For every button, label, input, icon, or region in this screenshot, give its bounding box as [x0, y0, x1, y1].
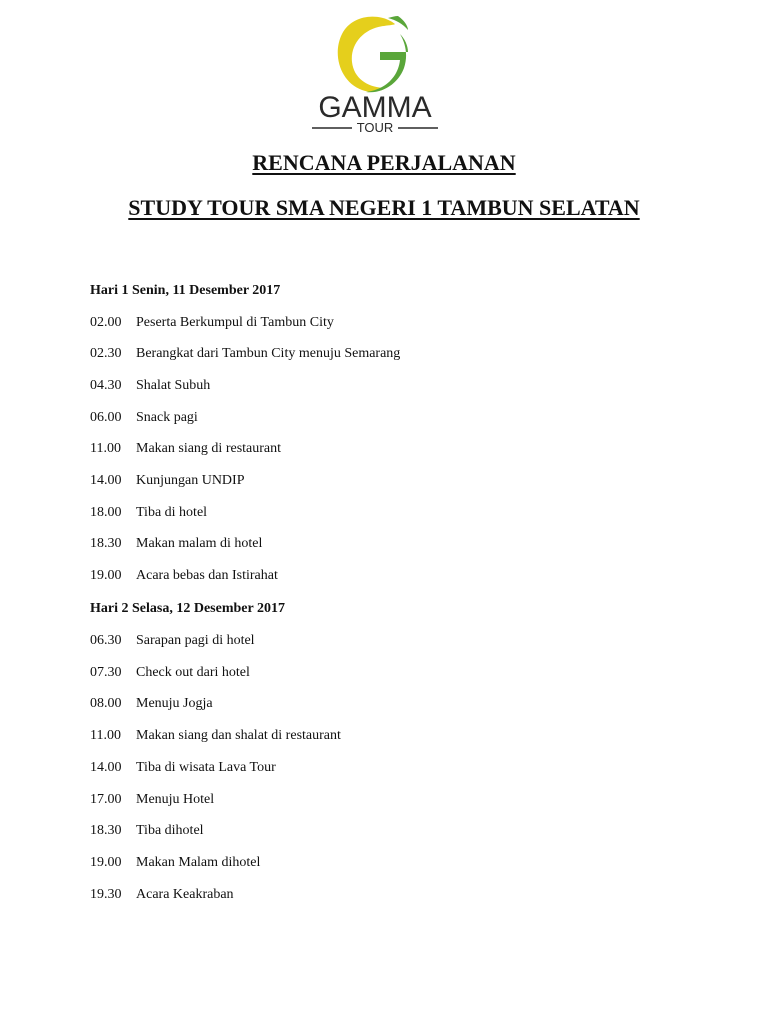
schedule-activity: Makan siang di restaurant [136, 441, 282, 456]
schedule-row [90, 536, 262, 552]
schedule-time: 18.30 [90, 823, 122, 838]
schedule-activity: Snack pagi [136, 410, 198, 425]
gamma-tour-logo [300, 10, 450, 138]
schedule-row [90, 315, 334, 331]
schedule-activity: Sarapan pagi di hotel [136, 633, 255, 648]
schedule-time: 11.00 [90, 728, 121, 743]
schedule-row [90, 792, 214, 808]
schedule-activity: Tiba di wisata Lava Tour [136, 760, 276, 775]
schedule-time: 07.30 [90, 665, 122, 680]
schedule-time: 19.00 [90, 568, 122, 583]
schedule-time: 18.00 [90, 505, 122, 520]
schedule-time: 14.00 [90, 760, 122, 775]
schedule-row [90, 823, 204, 839]
schedule-row [90, 505, 207, 521]
schedule-row [90, 346, 400, 362]
schedule-activity: Shalat Subuh [136, 378, 211, 393]
schedule-activity: Tiba dihotel [136, 823, 204, 838]
schedule-row [90, 410, 198, 426]
schedule-time: 06.30 [90, 633, 122, 648]
schedule-activity: Menuju Hotel [136, 792, 215, 807]
logo-brand-text: GAMMA [318, 91, 432, 124]
schedule-activity: Kunjungan UNDIP [136, 473, 245, 488]
schedule-row [90, 378, 210, 394]
schedule-activity: Check out dari hotel [136, 665, 250, 680]
schedule-time: 14.00 [90, 473, 122, 488]
schedule-row [90, 665, 250, 681]
schedule-activity: Berangkat dari Tambun City menuju Semarang [136, 346, 401, 361]
schedule-row [90, 473, 245, 489]
schedule-time: 08.00 [90, 696, 122, 711]
schedule-activity: Menuju Jogja [136, 696, 213, 711]
schedule-activity: Acara Keakraban [136, 887, 234, 902]
schedule-activity: Makan siang dan shalat di restaurant [136, 728, 341, 743]
schedule-time: 11.00 [90, 441, 121, 456]
schedule-row [90, 728, 341, 744]
schedule-time: 18.30 [90, 536, 122, 551]
document-subtitle: STUDY TOUR SMA NEGERI 1 TAMBUN SELATAN [128, 195, 640, 220]
schedule-time: 02.30 [90, 346, 122, 361]
schedule-activity: Acara bebas dan Istirahat [136, 568, 278, 583]
day-heading: Hari 2 Selasa, 12 Desember 2017 [90, 601, 285, 616]
schedule-activity: Makan Malam dihotel [136, 855, 261, 870]
logo-green-arc [366, 34, 408, 92]
schedule-activity: Peserta Berkumpul di Tambun City [136, 315, 334, 330]
day-heading: Hari 1 Senin, 11 Desember 2017 [90, 283, 281, 298]
schedule-row [90, 696, 213, 712]
schedule-time: 19.30 [90, 887, 122, 902]
schedule-activity: Tiba di hotel [136, 505, 208, 520]
schedule-time: 19.00 [90, 855, 122, 870]
schedule-row [90, 568, 278, 584]
schedule-row [90, 855, 260, 871]
schedule-time: 06.00 [90, 410, 122, 425]
document-title: RENCANA PERJALANAN [252, 150, 516, 175]
schedule-time: 17.00 [90, 792, 122, 807]
schedule-row [90, 441, 281, 457]
schedule-row [90, 887, 234, 903]
schedule-row [90, 633, 255, 649]
schedule-time: 04.30 [90, 378, 122, 393]
schedule-time: 02.00 [90, 315, 122, 330]
logo-sub-text: TOUR [356, 120, 394, 135]
schedule-activity: Makan malam di hotel [136, 536, 263, 551]
gamma-g-logo-icon [300, 10, 450, 138]
schedule-row [90, 760, 276, 776]
